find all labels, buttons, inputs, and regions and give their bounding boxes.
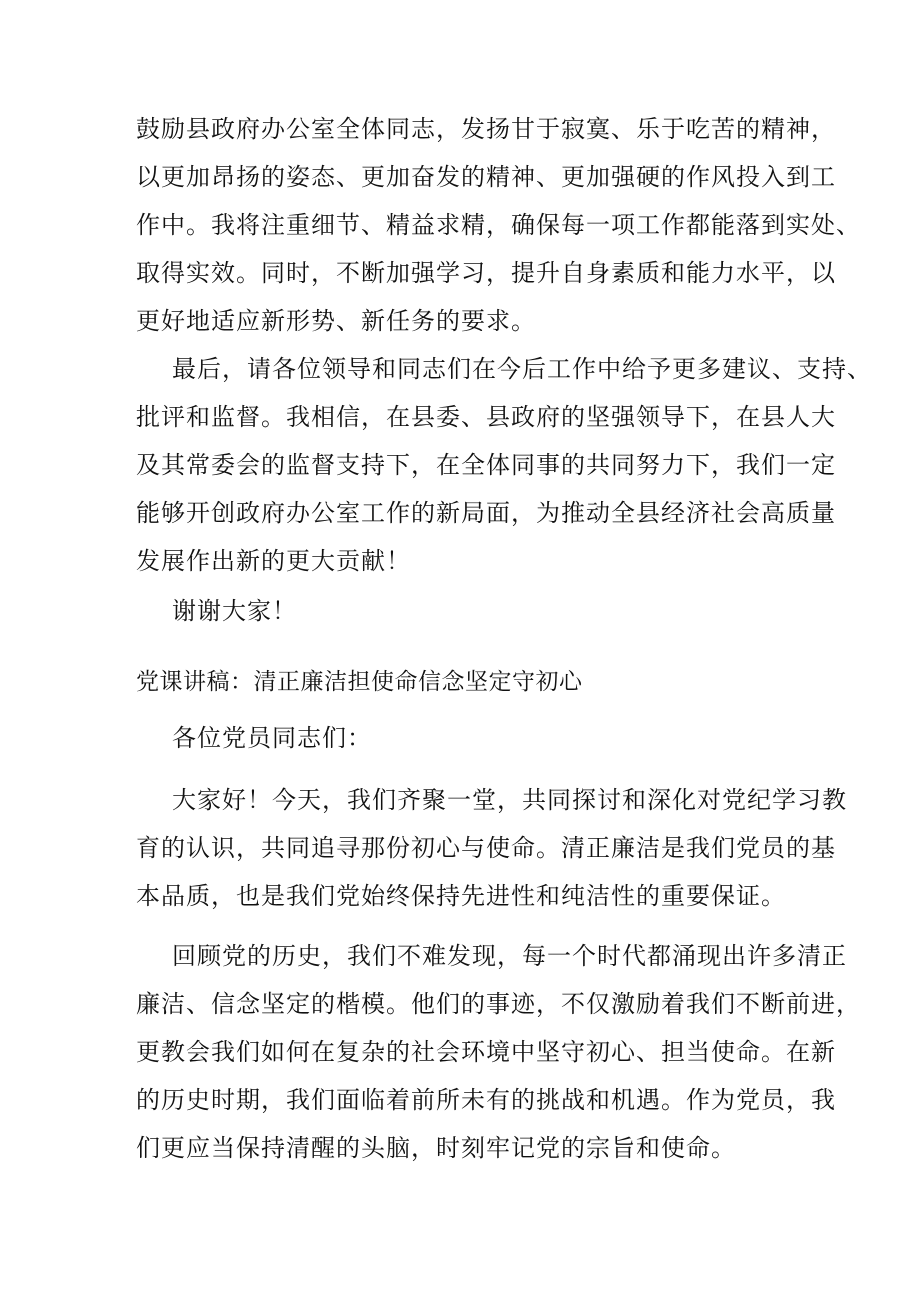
closing-line: 谢谢大家！ <box>172 597 297 625</box>
text-line: 以更加昂扬的姿态、更加奋发的精神、更加强硬的作风投入到工 <box>136 163 836 191</box>
text-line: 廉洁、信念坚定的楷模。他们的事迹，不仅激励着我们不断前进， <box>136 990 861 1018</box>
text-line: 取得实效。同时，不断加强学习，提升自身素质和能力水平，以 <box>136 259 836 287</box>
salutation-line: 各位党员同志们： <box>172 724 372 752</box>
text-line: 更教会我们如何在复杂的社会环境中坚守初心、担当使命。在新 <box>136 1038 836 1066</box>
section-title: 党课讲稿：清正廉洁担使命信念坚定守初心 <box>136 669 583 695</box>
text-line: 本品质，也是我们党始终保持先进性和纯洁性的重要保证。 <box>136 882 786 910</box>
text-line: 们更应当保持清醒的头脑，时刻牢记党的宗旨和使命。 <box>136 1134 736 1162</box>
text-line: 批评和监督。我相信，在县委、县政府的坚强领导下，在县人大 <box>136 403 836 431</box>
text-line: 回顾党的历史，我们不难发现，每一个时代都涌现出许多清正 <box>172 942 847 970</box>
text-line: 最后，请各位领导和同志们在今后工作中给予更多建议、支持、 <box>172 355 872 383</box>
text-line: 更好地适应新形势、新任务的要求。 <box>136 307 536 335</box>
text-line: 及其常委会的监督支持下，在全体同事的共同努力下，我们一定 <box>136 451 836 479</box>
text-line: 发展作出新的更大贡献！ <box>136 547 411 575</box>
text-line: 育的认识，共同追寻那份初心与使命。清正廉洁是我们党员的基 <box>136 834 836 862</box>
text-line: 的历史时期，我们面临着前所未有的挑战和机遇。作为党员，我 <box>136 1086 836 1114</box>
text-line: 能够开创政府办公室工作的新局面，为推动全县经济社会高质量 <box>136 499 836 527</box>
text-line: 作中。我将注重细节、精益求精，确保每一项工作都能落到实处、 <box>136 211 861 239</box>
text-line: 鼓励县政府办公室全体同志，发扬甘于寂寞、乐于吃苦的精神， <box>136 115 836 143</box>
text-line: 大家好！今天，我们齐聚一堂，共同探讨和深化对党纪学习教 <box>172 786 847 814</box>
